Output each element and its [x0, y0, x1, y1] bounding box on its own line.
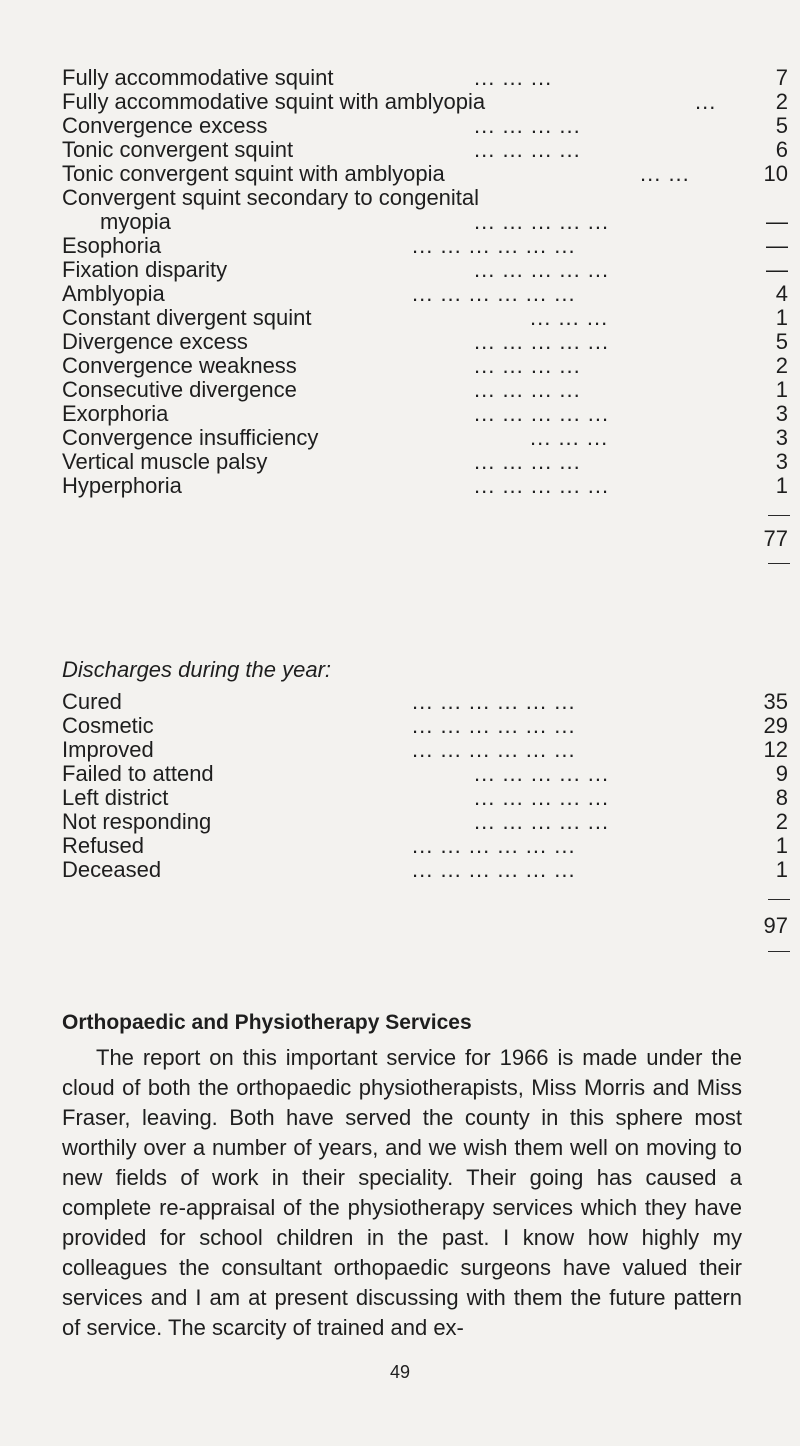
leader-dots: ... ... ...: [474, 65, 553, 90]
page-number: 49: [389, 1362, 411, 1382]
discharges-total: 97: [763, 913, 788, 938]
leader-dots: ... ... ... ... ... ...: [412, 737, 576, 762]
row-label: Consecutive divergence: [62, 377, 297, 402]
row-label: Cosmetic: [62, 713, 154, 738]
leader-dots: ... ... ... ... ... ...: [412, 689, 576, 714]
row-value: 1: [775, 833, 788, 858]
leader-dots: ... ...: [640, 161, 690, 186]
total-rule: [768, 515, 790, 516]
discharges-heading: Discharges during the year:: [62, 657, 332, 682]
total-row: [0, 524, 800, 554]
paragraph-text: The report on this important service for 1966 is made under the cloud of both the orthopaedic physiotherapists, Miss Morris and Miss Fraser, leaving. Both have served the county in this sphere most worthily over a number of years, and we wish them well on moving to new fields of work in their speciality. Their going has caused a complete re-appraisal of the physiotherapy services which they have provided for school children in the past. I know how highly my colleagues the consultant orthopaedic surgeons have valued their services and I am at present discussing with them the future pattern of service. The scarcity of trained and ex-: [62, 1045, 742, 1340]
row-label: Esophoria: [62, 233, 162, 258]
leader-dots: ... ... ...: [530, 425, 609, 450]
leader-dots: ... ... ... ... ... ...: [412, 857, 576, 882]
row-label: Convergence insufficiency: [62, 425, 319, 450]
row-label: Amblyopia: [62, 281, 165, 306]
row-value: —: [766, 257, 788, 282]
leader-dots: ... ... ... ... ...: [474, 209, 610, 234]
conditions-total: 77: [763, 526, 788, 551]
leader-dots: ... ... ... ... ... ...: [412, 713, 576, 738]
leader-dots: ... ... ... ...: [474, 353, 581, 378]
leader-dots: ... ... ... ... ...: [474, 401, 610, 426]
row-label: Hyperphoria: [62, 473, 182, 498]
row-label: Cured: [62, 689, 122, 714]
total-rule: [768, 899, 790, 900]
row-value: 8: [775, 785, 788, 810]
row-label: Refused: [62, 833, 144, 858]
row-label: Constant divergent squint: [62, 305, 312, 330]
row-value: 10: [763, 161, 788, 186]
leader-dots: ... ... ... ...: [474, 377, 581, 402]
total-rule: [768, 951, 790, 952]
leader-dots: ... ... ... ... ...: [474, 761, 610, 786]
row-value: 3: [775, 401, 788, 426]
row-value: 4: [775, 281, 788, 306]
row-value: —: [766, 209, 788, 234]
leader-dots: ... ... ... ... ...: [474, 329, 610, 354]
row-value: —: [766, 233, 788, 258]
row-value: 2: [775, 353, 788, 378]
row-value: 2: [775, 89, 788, 114]
leader-dots: ... ... ... ...: [474, 137, 581, 162]
leader-dots: ... ... ... ...: [474, 113, 581, 138]
leader-dots: ... ... ... ... ... ...: [412, 281, 576, 306]
leader-dots: ... ... ... ...: [474, 449, 581, 474]
leader-dots: ... ... ... ... ... ...: [412, 233, 576, 258]
row-value: 3: [775, 449, 788, 474]
row-value: 5: [775, 329, 788, 354]
section-title: Orthopaedic and Physiotherapy Services: [62, 1011, 472, 1034]
row-label: Tonic convergent squint: [62, 137, 294, 162]
row-label: Vertical muscle palsy: [62, 449, 268, 474]
row-label: Exorphoria: [62, 401, 169, 426]
row-value: 6: [775, 137, 788, 162]
row-value: 3: [775, 425, 788, 450]
total-row: [0, 911, 800, 941]
row-value: 1: [775, 305, 788, 330]
row-label: Failed to attend: [62, 761, 214, 786]
row-value: 29: [763, 713, 788, 738]
row-value: 2: [775, 809, 788, 834]
row-label: Convergence excess: [62, 113, 268, 138]
row-label: Improved: [62, 737, 154, 762]
row-value: 35: [763, 689, 788, 714]
table-row: [0, 471, 800, 501]
leader-dots: ... ... ...: [530, 305, 609, 330]
row-label: Fully accommodative squint: [62, 65, 334, 90]
leader-dots: ... ... ... ... ...: [474, 473, 610, 498]
leader-dots: ... ... ... ... ... ...: [412, 833, 576, 858]
row-value: 1: [775, 473, 788, 498]
row-label: Tonic convergent squint with amblyopia: [62, 161, 445, 186]
table-row: [0, 855, 800, 885]
row-label: Fully accommodative squint with amblyopia: [62, 89, 486, 114]
row-label: myopia: [100, 209, 171, 234]
row-value: 12: [763, 737, 788, 762]
row-label: Divergence excess: [62, 329, 248, 354]
total-rule: [768, 563, 790, 564]
leader-dots: ... ... ... ... ...: [474, 809, 610, 834]
row-label: Left district: [62, 785, 169, 810]
row-label: Fixation disparity: [62, 257, 228, 282]
leader-dots: ... ... ... ... ...: [474, 785, 610, 810]
row-label: Not responding: [62, 809, 212, 834]
row-label: Deceased: [62, 857, 162, 882]
leader-dots: ...: [695, 89, 717, 114]
row-label: Convergence weakness: [62, 353, 297, 378]
row-value: 1: [775, 857, 788, 882]
row-value: 5: [775, 113, 788, 138]
leader-dots: ... ... ... ... ...: [474, 257, 610, 282]
row-value: 7: [775, 65, 788, 90]
body-paragraph: [62, 1043, 742, 1343]
row-value: 1: [775, 377, 788, 402]
row-value: 9: [775, 761, 788, 786]
row-label: Convergent squint secondary to congenital: [62, 185, 480, 210]
